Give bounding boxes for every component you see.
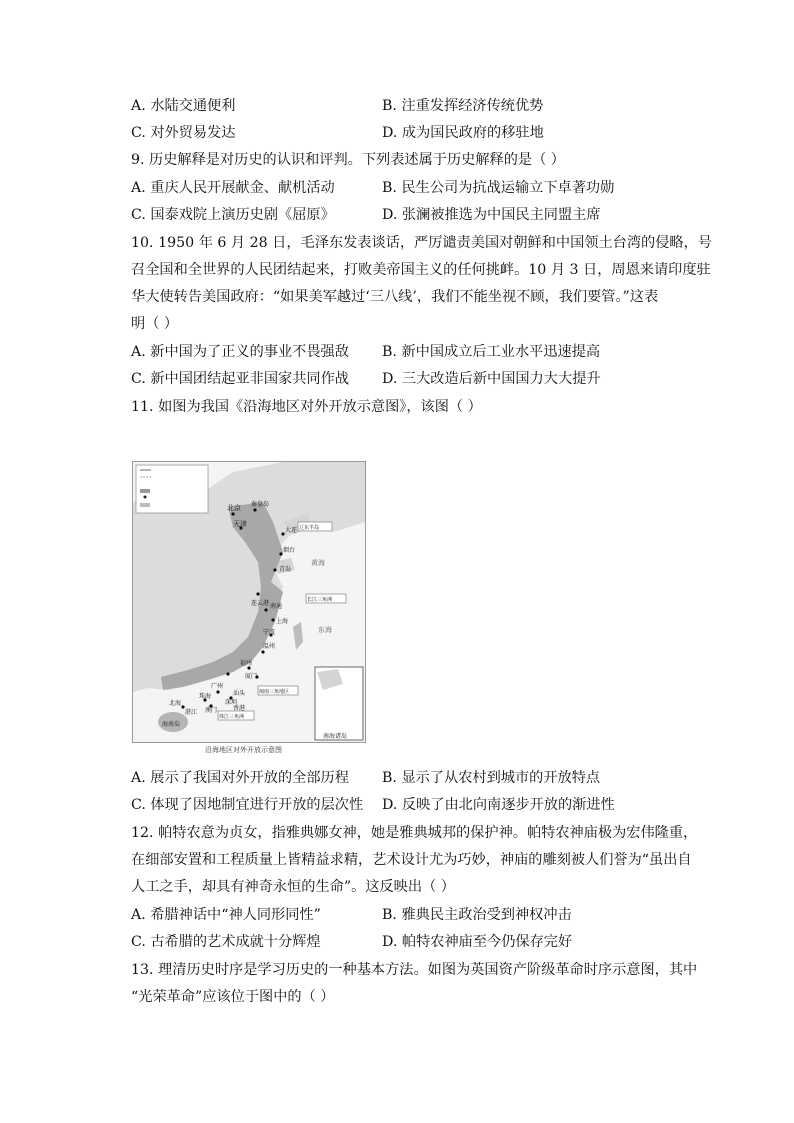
map-label-zhuhai: 珠海 (199, 693, 212, 700)
map-caption: 沿海地区对外开放示意图 (205, 746, 282, 754)
map-label-xiamen: 厦门 (245, 673, 258, 680)
q11-option-d: D. 反映了由北向南逐步开放的渐进性 (382, 797, 615, 813)
q13-stem-line-1: 13. 理清历史时序是学习历史的一种基本方法。如图为英国资产阶级革命时序示意图，其中 (131, 962, 698, 978)
map-label-zhanjiang: 湛江 (185, 709, 198, 716)
map-label-minnan: 闽南三角地区 (259, 689, 290, 695)
map-label-shenzhen: 深圳 (225, 699, 238, 706)
q9-option-d: D. 张澜被推选为中国民主同盟主席 (382, 207, 601, 223)
q10-stem-line-3: 华大使转告美国政府：“如果美军越过‘三八线’，我们不能坐视不顾，我们要管。”这表 (131, 289, 659, 305)
q10-stem-line-4: 明（ ） (131, 316, 179, 332)
q11-option-a: A. 展示了我国对外开放的全部历程 (131, 770, 349, 786)
q9-stem: 9. 历史解释是对历史的认识和评判。下列表述属于历史解释的是（ ） (131, 152, 565, 168)
map-label-guangzhou: 广州 (211, 683, 224, 690)
q10-stem-line-1: 10. 1950 年 6 月 28 日，毛泽东发表谈话，严厉谴责美国对朝鲜和中国领土台湾的侵略，号 (131, 235, 712, 251)
map-label-changjiang: 长江三角洲 (307, 597, 333, 603)
q12-option-b: B. 雅典民主政治受到神权冲击 (382, 907, 572, 923)
q8-option-a: A. 水陆交通便利 (131, 98, 236, 114)
q11-stem: 11. 如图为我国《沿海地区对外开放示意图》，该图（ ） (131, 399, 482, 415)
map-label-donghai: 东海 (318, 626, 332, 634)
map-label-shantou: 汕头 (233, 690, 246, 697)
q9-option-c: C. 国泰戏院上演历史剧《屈原》 (131, 207, 335, 223)
q12-option-d: D. 帕特农神庙至今仍保存完好 (382, 934, 573, 950)
q10-option-b: B. 新中国成立后工业水平迅速提高 (382, 344, 601, 360)
map-label-nanhai: 南海诸岛 (323, 733, 348, 740)
q9-option-b: B. 民生公司为抗战运输立下卓著功勋 (382, 180, 615, 196)
q12-stem-line-1: 12. 帕特农意为贞女，指雅典娜女神，她是雅典城邦的保护神。帕特农神庙极为宏伟隆重， (131, 825, 698, 841)
map-label-wenzhou: 温州 (263, 643, 276, 650)
map-label-tianjin: 天津 (233, 520, 247, 528)
q8-option-b: B. 注重发挥经济传统优势 (382, 98, 544, 114)
map-label-qingdao: 青岛 (279, 566, 292, 573)
map-label-beijing: 北京 (227, 504, 241, 512)
q10-option-d: D. 三大改造后新中国国力大大提升 (382, 371, 601, 387)
map-label-aomen: 澳门 (205, 707, 218, 714)
map-label-zhujiang: 珠江三角洲 (219, 714, 245, 720)
map-label-beihai: 北海 (169, 700, 182, 707)
map-label-qinhuangdao: 秦皇岛 (251, 501, 270, 508)
map-label-huanghai: 黄海 (311, 559, 325, 567)
map-label-liaodong: 辽东半岛 (299, 525, 320, 531)
map-label-nantong: 南通 (270, 603, 283, 610)
q12-stem-line-2: 在细部安置和工程质量上皆精益求精，艺术设计尤为巧妙，神庙的雕刻被人们誉为“虽出自 (131, 852, 692, 868)
map-label-ningbo: 宁波 (263, 629, 276, 636)
map-label-shanghai: 上海 (276, 618, 289, 625)
map-label-lianyungang: 连云港 (251, 600, 270, 607)
map-drawing (133, 462, 365, 742)
q10-stem-line-2: 召全国和全世界的人民团结起来，打败美帝国主义的任何挑衅。10 月 3 日，周恩来请印度驻 (131, 262, 711, 278)
q8-option-c: C. 对外贸易发达 (131, 125, 236, 141)
q11-option-b: B. 显示了从农村到城市的开放特点 (382, 770, 601, 786)
q9-option-a: A. 重庆人民开展献金、献机活动 (131, 180, 335, 196)
map-label-dalian: 大连 (285, 527, 298, 534)
q8-option-d: D. 成为国民政府的移驻地 (382, 125, 544, 141)
coastal-opening-map (132, 461, 366, 743)
q10-option-c: C. 新中国团结起亚非国家共同作战 (131, 371, 349, 387)
q11-option-c: C. 体现了因地制宜进行开放的层次性 (131, 797, 364, 813)
q12-option-c: C. 古希腊的艺术成就十分辉煌 (131, 934, 321, 950)
map-label-fuzhou: 福州 (240, 660, 253, 667)
q12-stem-line-3: 人工之手，却具有神奇永恒的生命”。这反映出（ ） (131, 879, 455, 895)
q13-stem-line-2: “光荣革命”应该位于图中的（ ） (131, 989, 335, 1005)
map-label-yantai: 烟台 (283, 547, 296, 554)
q12-option-a: A. 希腊神话中“神人同形同性” (131, 907, 321, 923)
map-label-xianggang: 香港 (233, 705, 246, 712)
q10-option-a: A. 新中国为了正义的事业不畏强敌 (131, 344, 349, 360)
map-label-hainan: 海南岛 (162, 721, 181, 728)
